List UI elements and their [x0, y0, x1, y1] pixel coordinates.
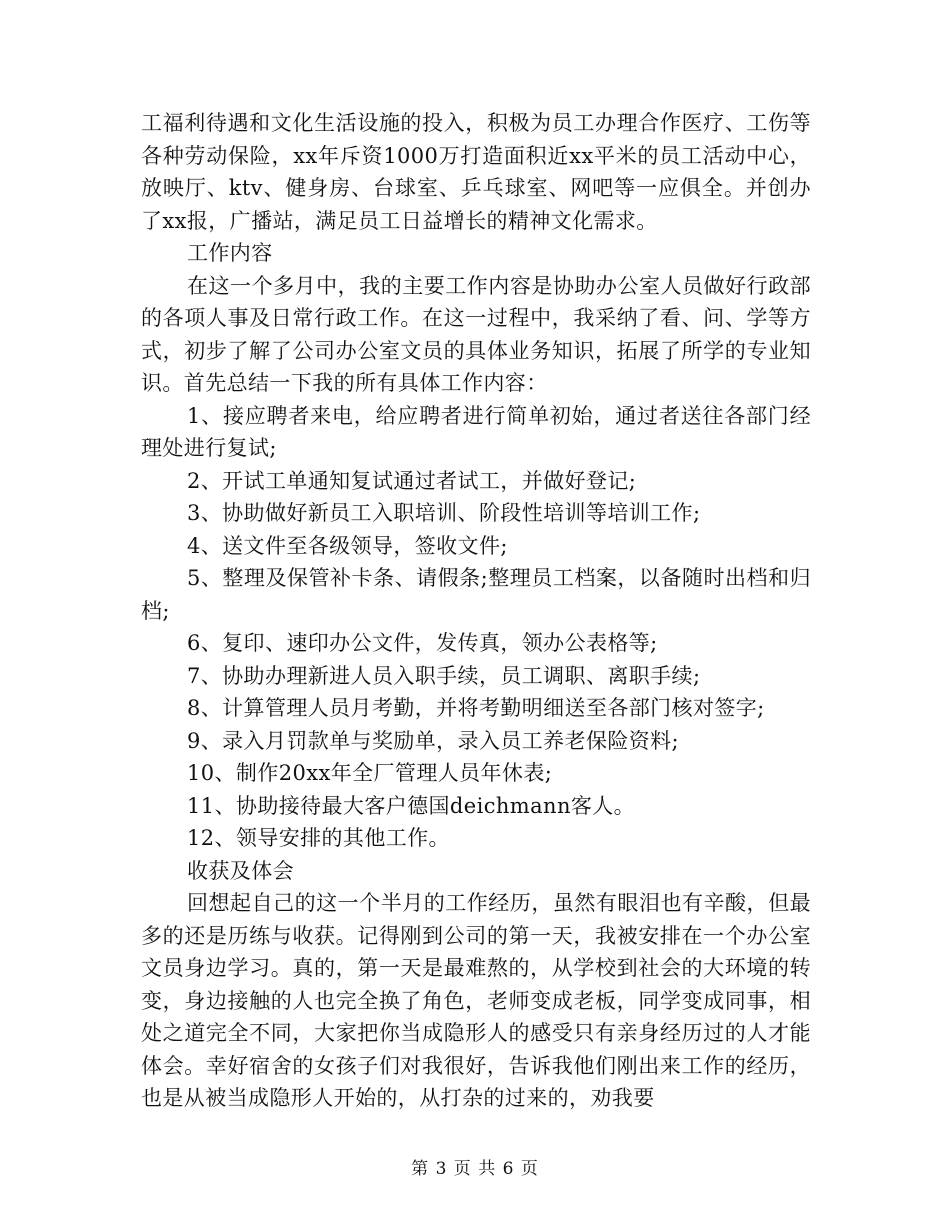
paragraph-work-intro: 在这一个多月中，我的主要工作内容是协助办公室人员做好行政部的各项人事及日常行政工作。在这一过程中，我采纳了看、问、学等方式，初步了解了公司办公室文员的具体业务知识，拓展了所学的专业知识。首先总结一下我的所有具体工作内容：	[141, 273, 811, 395]
list-item: 8、计算管理人员月考勤，并将考勤明细送至各部门核对签字;	[187, 696, 765, 720]
list-item: 1、接应聘者来电，给应聘者进行简单初始，通过者送往各部门经理处进行复试;	[141, 403, 811, 460]
list-item: 6、复印、速印办公文件，发传真，领办公表格等;	[187, 631, 658, 655]
list-item: 4、送文件至各级领导，签收文件;	[187, 533, 508, 558]
list-item: 10、制作20xx年全厂管理人员年休表;	[187, 761, 553, 785]
list-item: 9、录入月罚款单与奖励单，录入员工养老保险资料;	[187, 728, 680, 753]
list-item: 11、协助接待最大客户德国deichmann客人。	[187, 793, 636, 818]
list-item: 12、领导安排的其他工作。	[187, 826, 450, 850]
section-heading-work-content: 工作内容	[187, 241, 273, 265]
section-heading-gains: 收获及体会	[187, 858, 294, 883]
paragraph-reflection: 回想起自己的这一个半月的工作经历，虽然有眼泪也有辛酸，但最多的还是历练与收获。记得刚到公司的第一天，我被安排在一个办公室文员身边学习。真的，第一天是最难熬的，从学校到社会的大环境的转变，身边接触的人也完全换了角色，老师变成老板，同学变成同事，相处之道完全不同，大家把你当成隐形人的感受只有亲身经历过的人才能体会。幸好宿舍的女孩子们对我很好，告诉我他们刚出来工作的经历，也是从被当成隐形人开始的，从打杂的过来的，劝我要	[141, 891, 811, 1110]
list-item: 2、开试工单通知复试通过者试工，并做好登记;	[187, 468, 637, 493]
list-item: 7、协助办理新进人员入职手续，员工调职、离职手续;	[187, 663, 701, 688]
list-item: 3、协助做好新员工入职培训、阶段性培训等培训工作;	[187, 501, 701, 525]
document-body	[141, 107, 811, 1115]
paragraph-continuation: 工福利待遇和文化生活设施的投入，积极为员工办理合作医疗、工伤等各种劳动保险，xx年斥资1000万打造面积近xx平米的员工活动中心，放映厅、ktv、健身房、台球室、乒乓球室、网吧等一应俱全。并创办了xx报，广播站，满足员工日益增长的精神文化需求。	[141, 111, 811, 233]
list-item: 5、整理及保管补卡条、请假条;整理员工档案，以备随时出档和归档;	[141, 566, 811, 623]
page-footer	[0, 1154, 950, 1179]
page-number-label: 第 3 页 共 6 页	[411, 1159, 539, 1179]
